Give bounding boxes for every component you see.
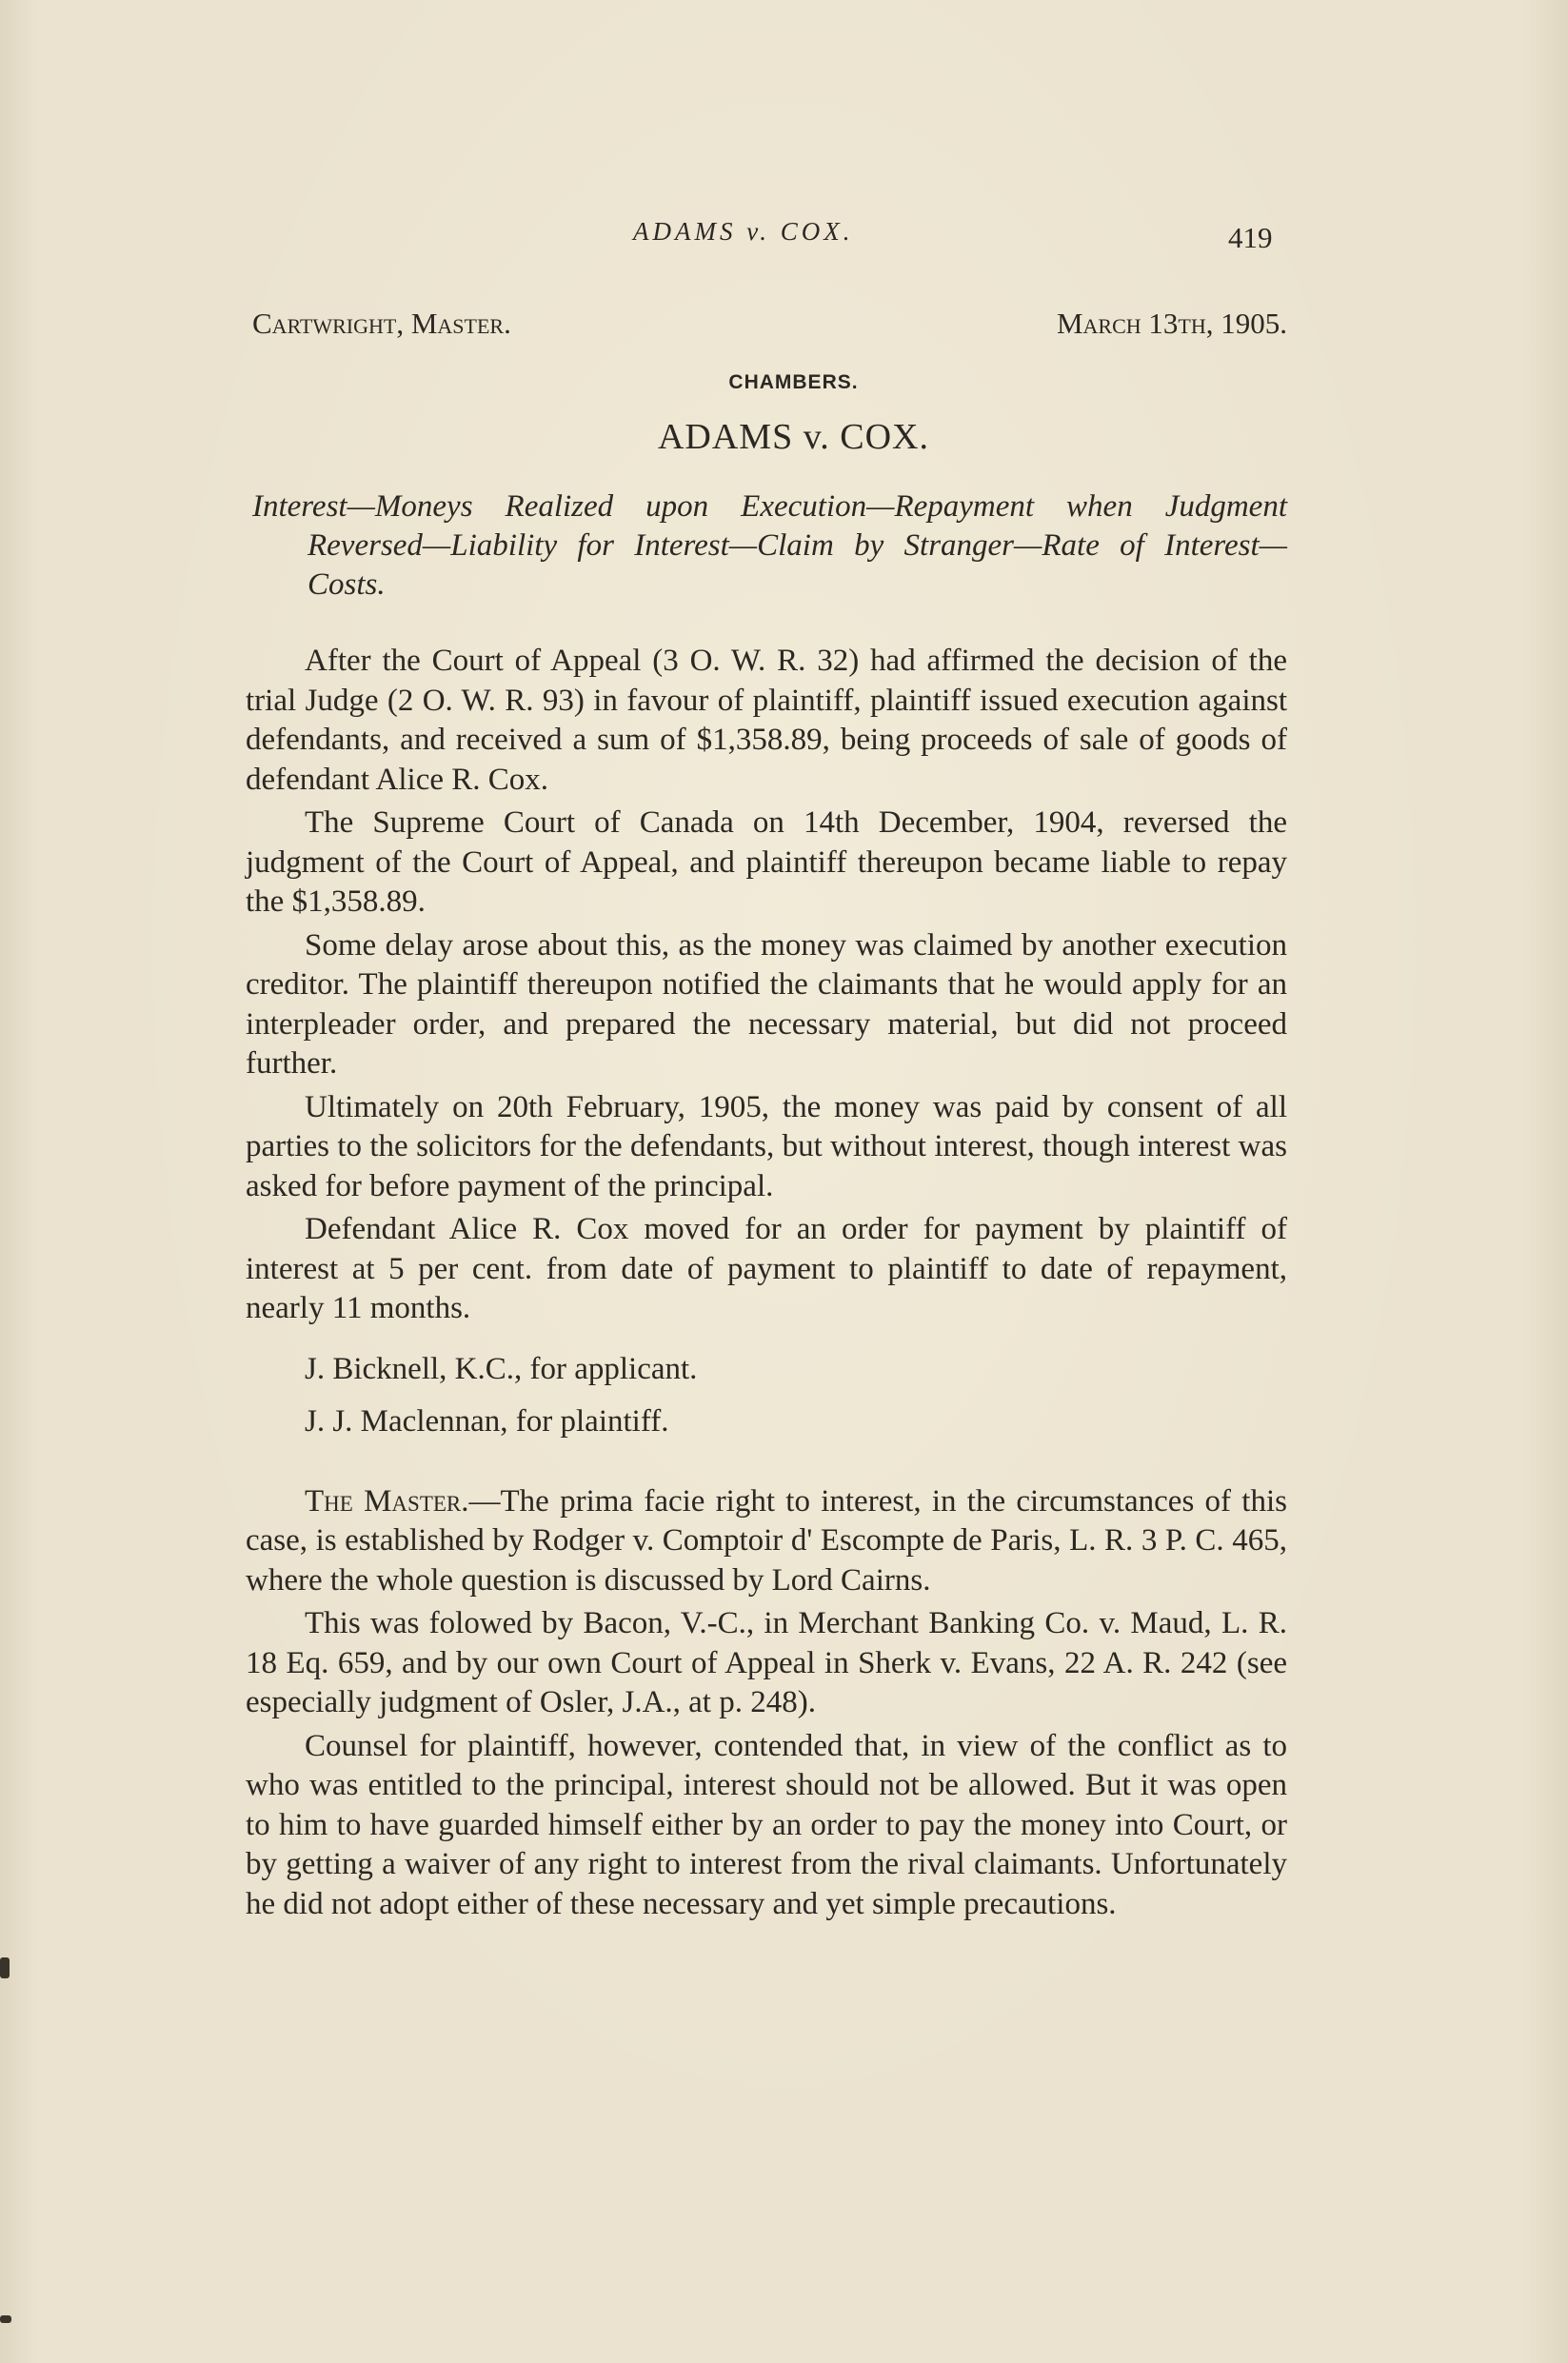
binding-mark [0,1957,10,1978]
counsel-applicant: J. Bicknell, K.C., for applicant. [305,1351,698,1386]
paragraph: The Supreme Court of Canada on 14th December, 1904, reversed the judgment of the Court of Appeal, and plaintiff thereupon became liable to repay the $1,358.89. [246,805,1287,919]
judgment-opening-text: —The prima facie right to interest, in the circumstances of this case, is established by Rodger v. Comptoir d' Escompte de Paris, L. R. 3 P. C. 465, where the whole question is discussed by Lord Cairns. [246,1483,1287,1598]
case-title: ADAMS v. COX. [657,417,929,457]
decision-date: March 13th, 1905. [1056,307,1287,340]
judgment-paragraph: This was folowed by Bacon, V.-C., in Merchant Banking Co. v. Maud, L. R. 18 Eq. 659, and by our own Court of Appeal in Sherk v. Evans, 22 A. R. 242 (see especially judgment of Osler, J.A., at p. 248). [246,1606,1287,1719]
venue-heading: CHAMBERS. [728,371,859,393]
headnote: Interest—Moneys Realized upon Execution—Repayment when Judgment Reversed—Liability for Interest—Claim by Stranger—Rate of Interest—Costs. [252,489,1287,602]
running-title: ADAMS v. COX. [633,217,854,246]
binding-mark [0,2315,11,2323]
report-body [246,642,1287,1928]
judgment-speaker: The Master. [305,1483,469,1519]
running-head [0,217,1568,255]
paragraph: Defendant Alice R. Cox moved for an order for payment by plaintiff of interest at 5 per cent. from date of payment to plaintiff to date of repayment, nearly 11 months. [246,1212,1287,1325]
paragraph: After the Court of Appeal (3 O. W. R. 32) had affirmed the decision of the trial Judge (2 O. W. R. 93) in favour of plaintiff, plaintiff issued execution against defendants, and received a sum of $1,358.89, being proceeds of sale of goods of defendant Alice R. Cox. [246,644,1287,797]
page-number: 419 [1228,221,1273,254]
judgment-opening [246,1482,1287,1601]
judge-name: Cartwright, Master. [252,307,511,340]
paragraph: Some delay arose about this, as the money was claimed by another execution creditor. The plaintiff thereupon notified the claimants that he would apply for an interpleader order, and prepared the necessary material, but did not proceed further. [246,927,1287,1081]
judgment-paragraph: Counsel for plaintiff, however, contended that, in view of the conflict as to who was entitled to the principal, interest should not be allowed. But it was open to him to have guarded himself either by an order to pay the money into Court, or by getting a waiver of any right to interest from the rival claimants. Unfortunately he did not adopt either of these necessary and yet simple precautions. [246,1728,1287,1921]
paragraph: Ultimately on 20th February, 1905, the money was paid by consent of all parties to the solicitors for the defendants, but without interest, though interest was asked for before payment of the principal. [246,1089,1287,1203]
counsel-plaintiff: J. J. Maclennan, for plaintiff. [305,1404,669,1439]
